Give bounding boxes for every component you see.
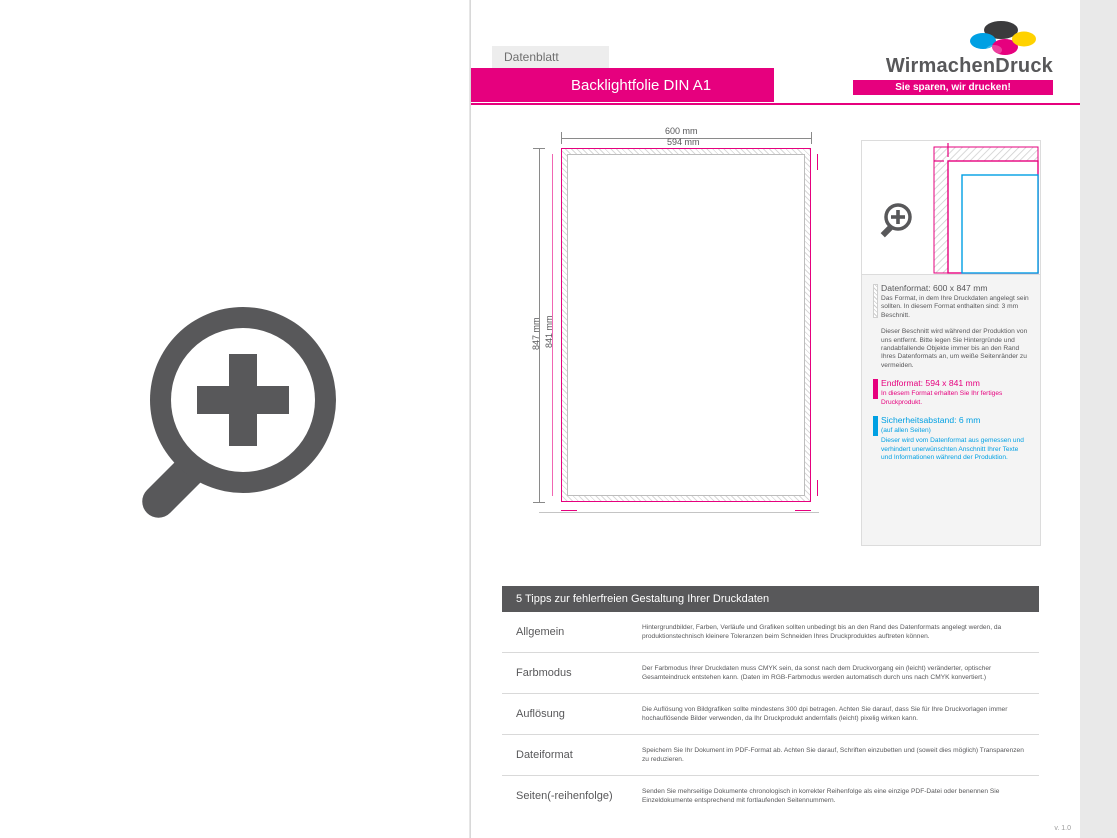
tip-description: Die Auflösung von Bildgrafiken sollte mindestens 300 dpi betragen. Achten Sie darauf, dass Sie für Ihre Druckvorlagen immer hochauflösende Bilder verwenden, da Ihr Druckprodukt andernfalls (leicht) pixelig wirken kann. [642, 706, 1008, 722]
magnifier-plus-icon [95, 290, 365, 560]
table-row [502, 694, 1039, 735]
tab-datenblatt-label: Datenblatt [504, 50, 559, 64]
legend-swatch-safety [873, 416, 878, 436]
tip-term: Allgemein [516, 626, 565, 638]
format-info-text [862, 275, 1040, 471]
info-head-endformat: Endformat: 594 x 841 mm [881, 378, 980, 389]
tip-description: Speichern Sie Ihr Dokument im PDF-Format ab. Achten Sie darauf, Schriften einzubetten und (soweit dies möglich) Transparenzen zu reduzieren. [642, 747, 1024, 763]
format-info-box [861, 140, 1041, 546]
tab-datenblatt [492, 46, 609, 68]
crop-mark-bl [561, 510, 577, 511]
page-title-bar [471, 68, 774, 102]
info-body-dataformat: Das Format, in dem Ihre Druckdaten angelegt sein sollten. In diesem Format enthalten sind: 3 mm Beschnitt. [881, 295, 1029, 319]
corner-zoom-preview [862, 141, 1040, 275]
tip-term: Auflösung [516, 708, 565, 720]
tip-term: Dateiformat [516, 749, 573, 761]
info-body-safety: Dieser wird vom Datenformat aus gemessen und verhindert unerwünschten Anschnitt Ihrer Texte und Informationen während der Produktion. [881, 437, 1024, 462]
tip-description: Der Farbmodus Ihrer Druckdaten muss CMYK sein, da sonst nach dem Druckvorgang ein (leicht) veränderter, optischer Gesamteindruck entstehen kann. (Daten im RGB-Farbmodus werden automatisch durch uns nach CMYK konvertiert.) [642, 665, 992, 681]
header-rule [471, 103, 1081, 105]
info-body-bleed: Dieser Beschnitt wird während der Produktion von uns entfernt. Bitte legen Sie Hintergründe und randabfallende Objekte immer bis an den Rand Ihres Datenformats an, um weiße Seitenränder zu vermeiden. [881, 328, 1028, 369]
data-format-rect [561, 148, 811, 502]
info-head-dataformat: Datenformat: 600 x 847 mm [881, 283, 988, 293]
info-body-endformat: In diesem Format erhalten Sie Ihr fertiges Druckprodukt. [881, 390, 1003, 406]
logo-text-part1: Wir [885, 55, 919, 77]
table-row [502, 735, 1039, 776]
legend-swatch-endformat [873, 379, 878, 399]
table-row [502, 612, 1039, 653]
dim-tick-lb-outer [533, 502, 545, 503]
crop-mark-rb [817, 480, 818, 496]
crop-mark-br [795, 510, 811, 511]
dim-line-bottom [539, 512, 819, 513]
tip-description: Hintergrundbilder, Farben, Verläufe und Grafiken sollten unbedingt bis an den Rand des Datenformats angelegt werden, da produktionstechnisch kleinere Toleranzen beim Schneiden Ihres Druckproduktes auftreten können. [642, 624, 1002, 640]
brand-claim-label: Sie sparen, wir drucken! [895, 82, 1011, 93]
dim-label-width-outer: 600 mm [665, 126, 698, 136]
logo-text-part2: machen [918, 55, 996, 77]
tip-description: Senden Sie mehrseitige Dokumente chronologisch in korrekter Reihenfolge als eine einzige PDF-Datei oder benennen Sie Einzeldokumente entsprechend mit fortlaufenden Seitennummern. [642, 788, 1000, 804]
right-margin-strip [1080, 0, 1117, 838]
version-label: v. 1.0 [1054, 825, 1071, 832]
dim-label-height-inner: 841 mm [544, 315, 554, 348]
dim-tick-lt-outer [533, 148, 545, 149]
table-row [502, 653, 1039, 694]
tips-table-title-label: 5 Tipps zur fehlerfreien Gestaltung Ihrer Druckdaten [516, 593, 770, 605]
dim-tick-tr-outer [811, 132, 812, 144]
dim-label-width-inner: 594 mm [667, 137, 700, 147]
table-row [502, 776, 1039, 816]
crop-mark-tr [817, 154, 818, 170]
dim-label-height-outer: 847 mm [531, 317, 541, 350]
final-format-rect [567, 154, 805, 496]
tip-term: Seiten(-reihenfolge) [516, 790, 613, 802]
datasheet-document [470, 0, 1081, 838]
tips-table [502, 586, 1039, 816]
format-drawing [517, 120, 847, 560]
info-sub-safety: (auf allen Seiten) [881, 427, 931, 435]
dim-tick-tl-outer [561, 132, 562, 144]
tips-table-title [502, 586, 1039, 612]
page-title: Backlightfolie DIN A1 [571, 76, 712, 94]
logo-text-part3: Druck [995, 55, 1053, 77]
tip-term: Farbmodus [516, 667, 572, 679]
brand-logo-text [853, 55, 1053, 78]
info-head-safety: Sicherheitsabstand: 6 mm [881, 415, 981, 426]
footer [471, 816, 1081, 838]
brand-claim [853, 80, 1053, 95]
legend-swatch-dataformat [873, 284, 878, 318]
preview-pane [0, 0, 470, 838]
